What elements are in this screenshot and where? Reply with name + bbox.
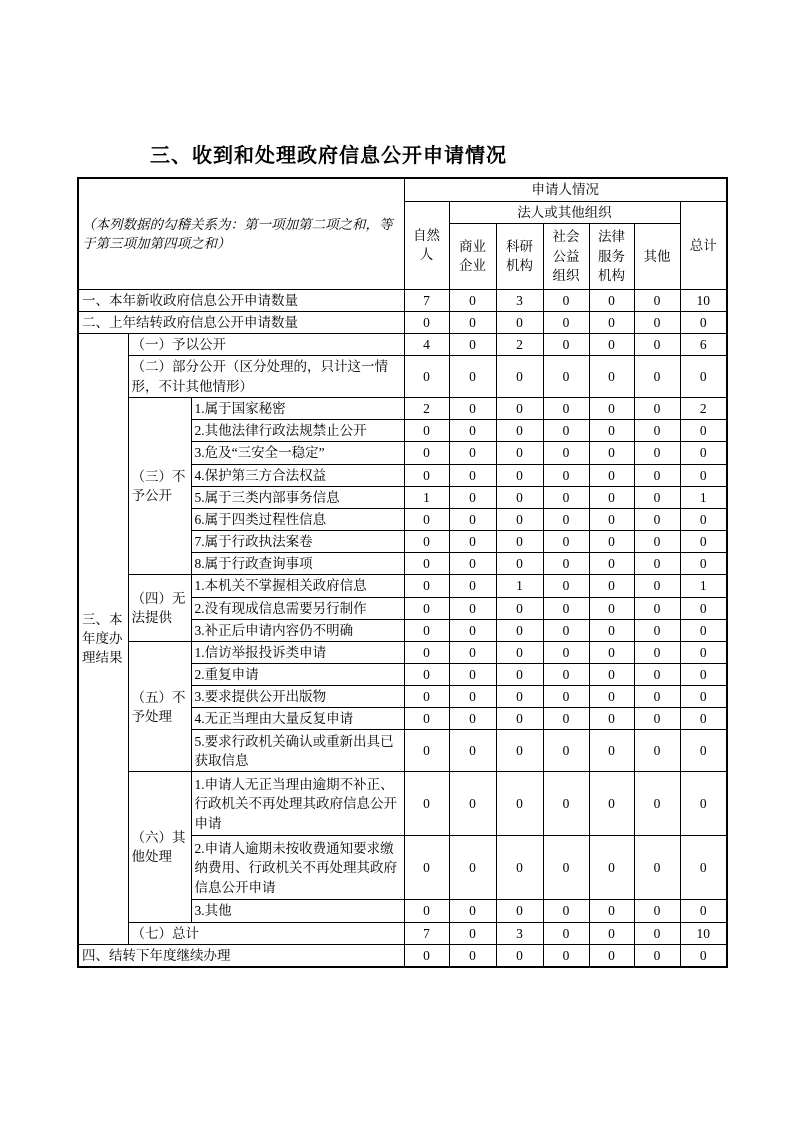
value-cell: 0 [496, 619, 543, 641]
value-cell: 0 [496, 311, 543, 333]
value-cell: 0 [543, 575, 589, 597]
value-cell: 0 [449, 730, 496, 772]
value-cell: 0 [634, 730, 680, 772]
value-cell: 0 [449, 922, 496, 944]
value-cell: 0 [589, 900, 634, 922]
value-cell: 0 [634, 508, 680, 530]
value-cell: 0 [496, 708, 543, 730]
value-cell: 0 [543, 464, 589, 486]
value-cell: 0 [589, 641, 634, 663]
value-cell: 0 [496, 597, 543, 619]
value-cell: 0 [634, 772, 680, 836]
value-cell: 0 [589, 772, 634, 836]
value-cell: 0 [404, 464, 449, 486]
value-cell: 2 [680, 398, 727, 420]
table-row [78, 311, 727, 333]
value-cell: 0 [680, 442, 727, 464]
sub-row-label: 7.属于行政执法案卷 [191, 531, 404, 553]
value-cell: 0 [543, 442, 589, 464]
value-cell: 0 [543, 553, 589, 575]
value-cell: 0 [496, 553, 543, 575]
value-cell: 0 [449, 289, 496, 311]
value-cell: 0 [680, 311, 727, 333]
value-cell: 0 [449, 836, 496, 900]
header-org-col-other: 其他 [634, 223, 680, 289]
value-cell: 1 [404, 486, 449, 508]
value-cell: 0 [404, 508, 449, 530]
value-cell: 0 [449, 464, 496, 486]
value-cell: 0 [680, 664, 727, 686]
value-cell: 1 [496, 575, 543, 597]
value-cell: 0 [449, 333, 496, 355]
header-applicant-status: 申请人情况 [404, 178, 727, 201]
value-cell: 0 [634, 553, 680, 575]
value-cell: 0 [634, 333, 680, 355]
sub-row-label: 8.属于行政查询事项 [191, 553, 404, 575]
row-label: 一、本年新收政府信息公开申请数量 [78, 289, 404, 311]
value-cell: 0 [496, 442, 543, 464]
page-title: 三、收到和处理政府信息公开申请情况 [150, 145, 507, 167]
header-org-col-research: 科研机构 [496, 223, 543, 289]
value-cell: 0 [680, 531, 727, 553]
value-cell: 0 [680, 597, 727, 619]
value-cell: 0 [449, 944, 496, 967]
value-cell: 0 [589, 730, 634, 772]
value-cell: 0 [404, 664, 449, 686]
value-cell: 0 [449, 553, 496, 575]
value-cell: 0 [543, 641, 589, 663]
value-cell: 0 [589, 686, 634, 708]
value-cell: 0 [680, 944, 727, 967]
value-cell: 0 [496, 664, 543, 686]
value-cell: 7 [404, 289, 449, 311]
header-org-col-legal-service: 法律服务机构 [589, 223, 634, 289]
value-cell: 0 [680, 356, 727, 398]
value-cell: 0 [404, 420, 449, 442]
value-cell: 0 [543, 420, 589, 442]
row-label: 二、上年结转政府信息公开申请数量 [78, 311, 404, 333]
value-cell: 0 [543, 730, 589, 772]
value-cell: 0 [543, 531, 589, 553]
table-row [78, 641, 727, 663]
sub-row-label: 2.重复申请 [191, 664, 404, 686]
sub-row-label: 4.保护第三方合法权益 [191, 464, 404, 486]
group-label-unable-to-provide: （四）无法提供 [128, 575, 191, 641]
value-cell: 0 [589, 619, 634, 641]
value-cell: 4 [404, 333, 449, 355]
value-cell: 0 [449, 619, 496, 641]
value-cell: 0 [634, 464, 680, 486]
sub-row-label: 3.其他 [191, 900, 404, 922]
value-cell: 0 [543, 311, 589, 333]
sub-row-label: 1.属于国家秘密 [191, 398, 404, 420]
value-cell: 0 [589, 289, 634, 311]
value-cell: 0 [589, 356, 634, 398]
value-cell: 0 [543, 772, 589, 836]
value-cell: 0 [680, 686, 727, 708]
value-cell: 0 [589, 311, 634, 333]
value-cell: 0 [404, 730, 449, 772]
value-cell: 0 [404, 311, 449, 333]
value-cell: 0 [449, 664, 496, 686]
value-cell: 0 [496, 486, 543, 508]
sub-row-label: 2.其他法律行政法规禁止公开 [191, 420, 404, 442]
value-cell: 0 [496, 420, 543, 442]
value-cell: 0 [543, 356, 589, 398]
value-cell: 0 [404, 944, 449, 967]
value-cell: 0 [496, 900, 543, 922]
value-cell: 0 [404, 836, 449, 900]
table-row [78, 575, 727, 597]
value-cell: 0 [543, 900, 589, 922]
value-cell: 6 [680, 333, 727, 355]
value-cell: 0 [589, 333, 634, 355]
table-note: （本列数据的勾稽关系为：第一项加第二项之和，等于第三项加第四项之和） [78, 178, 404, 289]
value-cell: 0 [589, 464, 634, 486]
header-org-col-business: 商业企业 [449, 223, 496, 289]
value-cell: 0 [589, 486, 634, 508]
value-cell: 0 [496, 398, 543, 420]
value-cell: 0 [680, 900, 727, 922]
value-cell: 0 [496, 531, 543, 553]
value-cell: 0 [449, 531, 496, 553]
value-cell: 0 [543, 619, 589, 641]
report-table [77, 177, 728, 968]
value-cell: 0 [589, 398, 634, 420]
value-cell: 0 [589, 597, 634, 619]
table-row [78, 922, 727, 944]
table-row [78, 772, 727, 836]
table-row [78, 356, 727, 398]
value-cell: 0 [680, 420, 727, 442]
value-cell: 0 [634, 686, 680, 708]
table-row [78, 178, 727, 201]
sub-row-label: 5.要求行政机关确认或重新出具已获取信息 [191, 730, 404, 772]
value-cell: 0 [449, 597, 496, 619]
value-cell: 0 [543, 508, 589, 530]
value-cell: 0 [449, 356, 496, 398]
value-cell: 0 [680, 619, 727, 641]
value-cell: 0 [543, 333, 589, 355]
value-cell: 0 [634, 836, 680, 900]
sub-row-label: 5.属于三类内部事务信息 [191, 486, 404, 508]
value-cell: 0 [496, 730, 543, 772]
value-cell: 0 [589, 553, 634, 575]
sub-row-label: 2.申请人逾期未按收费通知要求缴纳费用、行政机关不再处理其政府信息公开申请 [191, 836, 404, 900]
sub-row-label: 6.属于四类过程性信息 [191, 508, 404, 530]
header-total: 总计 [680, 201, 727, 289]
value-cell: 0 [634, 597, 680, 619]
value-cell: 0 [543, 398, 589, 420]
table-row [78, 944, 727, 967]
value-cell: 0 [589, 922, 634, 944]
value-cell: 0 [680, 836, 727, 900]
value-cell: 0 [449, 442, 496, 464]
value-cell: 0 [634, 311, 680, 333]
value-cell: 0 [634, 922, 680, 944]
sub-row-label: 1.信访举报投诉类申请 [191, 641, 404, 663]
value-cell: 0 [589, 708, 634, 730]
value-cell: 0 [449, 486, 496, 508]
value-cell: 3 [496, 289, 543, 311]
sub-row-label: 4.无正当理由大量反复申请 [191, 708, 404, 730]
sub-row-label: 2.没有现成信息需要另行制作 [191, 597, 404, 619]
group-label-not-processed: （五）不予处理 [128, 641, 191, 772]
value-cell: 0 [404, 686, 449, 708]
value-cell: 0 [404, 708, 449, 730]
header-legal-org: 法人或其他组织 [449, 201, 680, 223]
value-cell: 0 [634, 641, 680, 663]
value-cell: 10 [680, 289, 727, 311]
value-cell: 7 [404, 922, 449, 944]
value-cell: 0 [634, 289, 680, 311]
value-cell: 0 [496, 772, 543, 836]
value-cell: 0 [634, 619, 680, 641]
group-label-not-disclosed: （三）不予公开 [128, 398, 191, 575]
value-cell: 0 [404, 772, 449, 836]
value-cell: 0 [634, 442, 680, 464]
value-cell: 1 [680, 486, 727, 508]
value-cell: 0 [543, 289, 589, 311]
sub-row-label: 1.本机关不掌握相关政府信息 [191, 575, 404, 597]
value-cell: 0 [680, 508, 727, 530]
value-cell: 3 [496, 922, 543, 944]
value-cell: 0 [496, 464, 543, 486]
value-cell: 0 [543, 686, 589, 708]
value-cell: 0 [449, 708, 496, 730]
value-cell: 0 [496, 641, 543, 663]
value-cell: 0 [680, 772, 727, 836]
value-cell: 2 [496, 333, 543, 355]
row-label: （七）总计 [128, 922, 404, 944]
value-cell: 0 [634, 398, 680, 420]
value-cell: 0 [404, 900, 449, 922]
value-cell: 0 [404, 619, 449, 641]
value-cell: 0 [449, 772, 496, 836]
value-cell: 0 [589, 531, 634, 553]
value-cell: 0 [449, 420, 496, 442]
value-cell: 1 [680, 575, 727, 597]
table-row [78, 333, 727, 355]
value-cell: 0 [543, 486, 589, 508]
value-cell: 0 [543, 922, 589, 944]
value-cell: 0 [404, 597, 449, 619]
row-label: （一）予以公开 [128, 333, 404, 355]
value-cell: 0 [449, 900, 496, 922]
value-cell: 0 [404, 442, 449, 464]
value-cell: 0 [680, 553, 727, 575]
value-cell: 0 [449, 398, 496, 420]
value-cell: 0 [543, 664, 589, 686]
value-cell: 0 [680, 464, 727, 486]
value-cell: 0 [634, 420, 680, 442]
value-cell: 0 [543, 944, 589, 967]
group-label-other-handling: （六）其他处理 [128, 772, 191, 922]
value-cell: 0 [589, 420, 634, 442]
value-cell: 0 [634, 356, 680, 398]
value-cell: 0 [589, 836, 634, 900]
value-cell: 0 [449, 686, 496, 708]
value-cell: 0 [589, 664, 634, 686]
sub-row-label: 3.危及“三安全一稳定” [191, 442, 404, 464]
value-cell: 0 [404, 531, 449, 553]
row-label: 四、结转下年度继续办理 [78, 944, 404, 967]
value-cell: 2 [404, 398, 449, 420]
value-cell: 0 [449, 641, 496, 663]
value-cell: 0 [634, 900, 680, 922]
value-cell: 0 [449, 311, 496, 333]
sub-row-label: 1.申请人无正当理由逾期不补正、行政机关不再处理其政府信息公开申请 [191, 772, 404, 836]
value-cell: 0 [404, 356, 449, 398]
row-label: （二）部分公开（区分处理的，只计这一情形，不计其他情形） [128, 356, 404, 398]
table-row [78, 398, 727, 420]
section-label-annual-results: 三、本年度办理结果 [78, 333, 128, 944]
value-cell: 0 [634, 531, 680, 553]
value-cell: 0 [543, 836, 589, 900]
value-cell: 0 [404, 553, 449, 575]
value-cell: 0 [589, 508, 634, 530]
header-natural-person: 自然人 [404, 201, 449, 289]
value-cell: 0 [496, 508, 543, 530]
value-cell: 10 [680, 922, 727, 944]
value-cell: 0 [589, 442, 634, 464]
value-cell: 0 [634, 944, 680, 967]
value-cell: 0 [404, 641, 449, 663]
header-org-col-public-welfare: 社会公益组织 [543, 223, 589, 289]
value-cell: 0 [589, 944, 634, 967]
value-cell: 0 [449, 575, 496, 597]
value-cell: 0 [634, 708, 680, 730]
value-cell: 0 [449, 508, 496, 530]
value-cell: 0 [404, 575, 449, 597]
value-cell: 0 [680, 730, 727, 772]
value-cell: 0 [634, 575, 680, 597]
value-cell: 0 [496, 686, 543, 708]
value-cell: 0 [496, 944, 543, 967]
table-row [78, 289, 727, 311]
value-cell: 0 [496, 836, 543, 900]
value-cell: 0 [496, 356, 543, 398]
value-cell: 0 [680, 641, 727, 663]
value-cell: 0 [680, 708, 727, 730]
sub-row-label: 3.补正后申请内容仍不明确 [191, 619, 404, 641]
value-cell: 0 [589, 575, 634, 597]
value-cell: 0 [543, 708, 589, 730]
value-cell: 0 [634, 664, 680, 686]
sub-row-label: 3.要求提供公开出版物 [191, 686, 404, 708]
value-cell: 0 [634, 486, 680, 508]
value-cell: 0 [543, 597, 589, 619]
